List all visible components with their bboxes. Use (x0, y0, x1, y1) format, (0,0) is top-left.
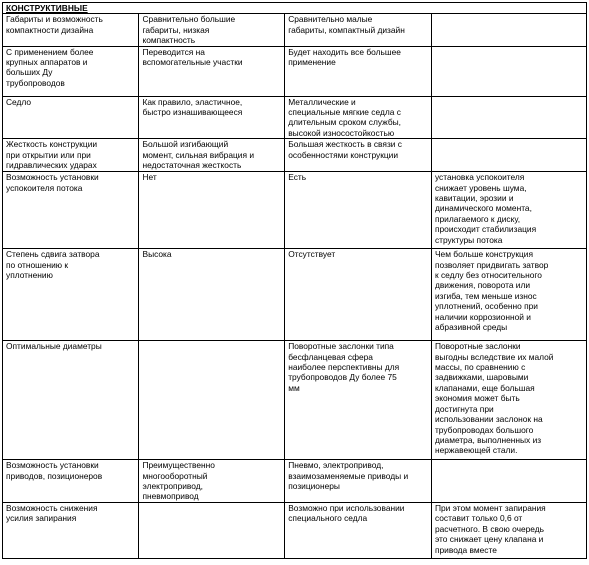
old-design-cell (139, 502, 285, 558)
table-row (3, 460, 587, 503)
table-row (3, 14, 587, 46)
cell-text-line: вспомогательные участки (142, 57, 243, 68)
table-title-row (3, 3, 587, 14)
cell-text-line: позволяет придвигать затвор (434, 259, 549, 270)
cell-text-line: диаметра, выполненных из (434, 434, 542, 445)
cell-text-line: пневмопривод (142, 491, 199, 502)
cell-text-line: движения, поворота или (434, 280, 531, 291)
table-title: КОНСТРУКТИВНЫЕ (3, 3, 587, 14)
cell-text-line: Высока (142, 249, 172, 260)
cell-text-line: недостаточная жесткость (142, 160, 242, 171)
cell-text-line: нержавеющей стали. (434, 445, 518, 456)
new-design-cell (285, 460, 432, 503)
cell-text-line: Возможность снижения (6, 502, 98, 513)
new-design-cell (285, 46, 432, 96)
cell-text-line: к седлу без относительного (434, 270, 542, 281)
new-design-cell (285, 249, 432, 341)
cell-text-line: Будет находить все большее (288, 46, 401, 57)
cell-text-line: Пневмо, электропривод, (288, 460, 384, 471)
cell-text-line: уплотнений, особенно при (434, 301, 538, 312)
old-design-cell (139, 172, 285, 249)
parameter-cell (3, 249, 139, 341)
comment-cell (431, 249, 586, 341)
cell-text-line: это снижает цену клапана и (434, 534, 544, 545)
cell-text-line: Жесткость конструкции (6, 139, 98, 150)
cell-text-line: бесфланцевая сфера (288, 351, 373, 362)
cell-text-line: привода вместе (434, 544, 497, 555)
cell-text-line: электропривод, (142, 481, 203, 492)
cell-text-line: структуры потока (434, 234, 503, 245)
cell-text-line: происходит стабилизация (434, 224, 537, 235)
parameter-cell (3, 172, 139, 249)
old-design-cell (139, 249, 285, 341)
cell-text-line: успокоителя потока (6, 182, 83, 193)
cell-text-line: Возможно при использовании (288, 502, 405, 513)
old-design-cell (139, 460, 285, 503)
cell-text-line: высокой износостойкостью (288, 127, 395, 138)
cell-text-line: позиционеры (288, 481, 340, 492)
cell-text-line: Преимущественно (142, 460, 215, 471)
new-design-cell (285, 139, 432, 172)
cell-text-line: динамического момента, (434, 203, 532, 214)
cell-text-line: уплотнению (6, 270, 53, 281)
comment-cell (431, 502, 586, 558)
cell-text-line: компактности дизайна (6, 24, 94, 35)
cell-text-line: специальные мягкие седла с (288, 107, 401, 118)
parameter-cell (3, 96, 139, 139)
cell-text-line: многооборотный (142, 470, 208, 481)
cell-text-line: приводов, позиционеров (6, 470, 103, 481)
cell-text-line: компактность (142, 35, 196, 46)
cell-text-line: Поворотные заслонки (434, 341, 521, 352)
cell-text-line: абразивной среды (434, 322, 508, 333)
table-row (3, 341, 587, 460)
table-row (3, 502, 587, 558)
cell-text-line: трубопроводов (6, 77, 65, 88)
cell-text-line: особенностями конструкции (288, 149, 399, 160)
new-design-cell (285, 14, 432, 46)
comment-cell (431, 172, 586, 249)
comment-cell (431, 460, 586, 503)
cell-text-line: Есть (288, 172, 307, 183)
cell-text-line: Оптимальные диаметры (6, 341, 102, 352)
cell-text-line: Возможность установки (6, 460, 99, 471)
cell-text-line: при открытии или при (6, 149, 91, 160)
parameter-cell (3, 341, 139, 460)
new-design-cell (285, 341, 432, 460)
old-design-cell (139, 14, 285, 46)
comment-cell (431, 341, 586, 460)
cell-text-line: быстро изнашивающееся (142, 107, 243, 118)
cell-text-line: по отношению к (6, 259, 69, 270)
cell-text-line: массы, по сравнению с (434, 362, 526, 373)
cell-text-line: усилия запирания (6, 513, 77, 524)
comment-cell (431, 14, 586, 46)
cell-text-line: установка успокоителя (434, 172, 525, 183)
comment-cell (431, 96, 586, 139)
cell-text-line: выгодны вследствие их малой (434, 351, 554, 362)
table-row (3, 172, 587, 249)
cell-text-line: При этом момент запирания (434, 502, 546, 513)
parameter-cell (3, 502, 139, 558)
comment-cell (431, 46, 586, 96)
cell-text-line: трубопроводов Ду более 75 (288, 372, 397, 383)
cell-text-line: Металлические и (288, 96, 356, 107)
comparison-table (2, 2, 587, 559)
cell-text-line: достигнута при (434, 403, 494, 414)
cell-text-line: Отсутствует (288, 249, 336, 260)
cell-text-line: габариты, компактный дизайн (288, 24, 405, 35)
cell-text-line: С применением более (6, 46, 94, 57)
cell-text-line: крупных аппаратов и (6, 57, 88, 68)
cell-text-line: кавитации, эрозии и (434, 193, 514, 204)
parameter-cell (3, 460, 139, 503)
cell-text-line: Габариты и возможность (6, 14, 103, 25)
cell-text-line: габариты, низкая (142, 24, 210, 35)
cell-text-line: прилагаемого к диску, (434, 213, 521, 224)
cell-text-line: наиболее перспективны для (288, 362, 400, 373)
old-design-cell (139, 46, 285, 96)
cell-text-line: Чем больше конструкция (434, 249, 534, 260)
cell-text-line: клапанами, еще большая (434, 382, 535, 393)
cell-text-line: Сравнительно большие (142, 14, 236, 25)
comment-cell (431, 139, 586, 172)
cell-text-line: момент, сильная вибрация и (142, 149, 255, 160)
old-design-cell (139, 139, 285, 172)
new-design-cell (285, 172, 432, 249)
cell-text-line: применение (288, 57, 336, 68)
old-design-cell (139, 96, 285, 139)
table-row (3, 139, 587, 172)
cell-text-line: Возможность установки (6, 172, 99, 183)
cell-text-line: мм (288, 382, 300, 393)
cell-text-line: Как правило, эластичное, (142, 96, 243, 107)
cell-text-line: Поворотные заслонки типа (288, 341, 394, 352)
cell-text-line: Переводится на (142, 46, 205, 57)
cell-text-line: трубопроводах большого (434, 424, 534, 435)
parameter-cell (3, 139, 139, 172)
table-row (3, 96, 587, 139)
cell-text-line: использовании заслонок на (434, 414, 543, 425)
old-design-cell (139, 341, 285, 460)
parameter-cell (3, 14, 139, 46)
cell-text-line: задвижками, шаровыми (434, 372, 529, 383)
cell-text-line: Большая жесткость в связи с (288, 139, 402, 150)
cell-text-line: экономия может быть (434, 393, 520, 404)
table-row (3, 46, 587, 96)
cell-text-line: гидравлических ударах (6, 160, 97, 171)
table-row (3, 249, 587, 341)
new-design-cell (285, 96, 432, 139)
cell-text-line: снижает уровень шума, (434, 182, 527, 193)
cell-text-line: составит только 0,6 от (434, 513, 523, 524)
cell-text-line: наличии коррозионной и (434, 311, 531, 322)
cell-text-line: Степень сдвига затвора (6, 249, 100, 260)
cell-text-line: специального седла (288, 513, 368, 524)
cell-text-line: расчетного. В свою очередь (434, 523, 545, 534)
cell-text-line: Нет (142, 172, 157, 183)
cell-text-line: Большой изгибающий (142, 139, 229, 150)
cell-text-line: длительным сроком службы, (288, 117, 401, 128)
new-design-cell (285, 502, 432, 558)
cell-text-line: Сравнительно малые (288, 14, 373, 25)
parameter-cell (3, 46, 139, 96)
cell-text-line: взаимозаменяемые приводы и (288, 470, 409, 481)
document-page (2, 2, 587, 563)
cell-text-line: больших Ду (6, 67, 53, 78)
cell-text-line: изгиба, тем меньше износ (434, 290, 537, 301)
cell-text-line: Седло (6, 96, 32, 107)
